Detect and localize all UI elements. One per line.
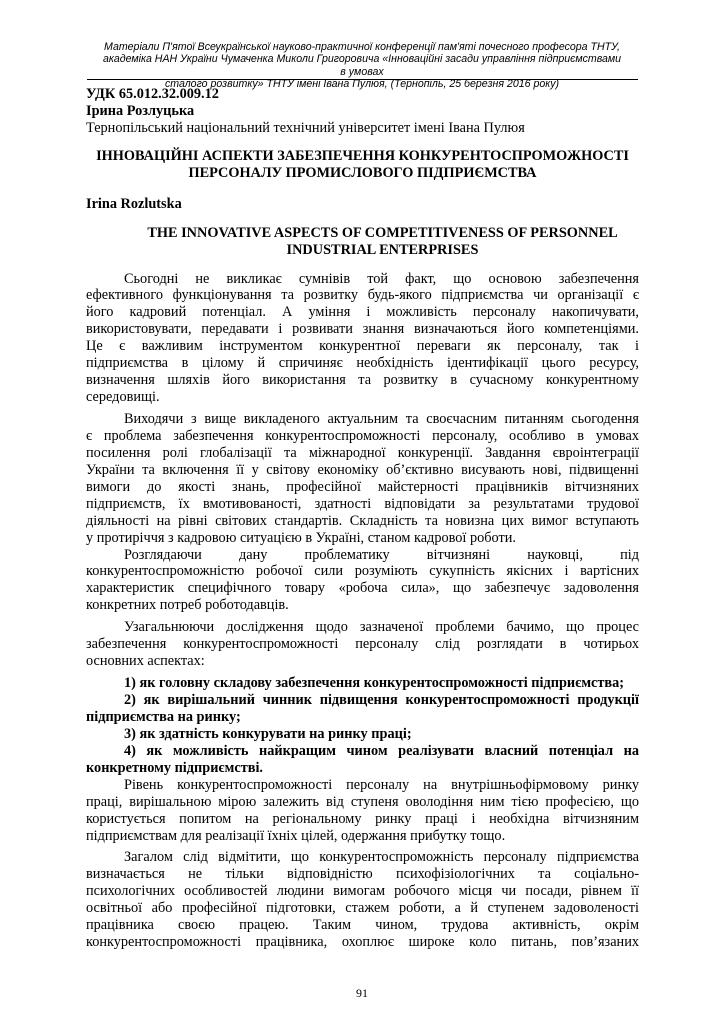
conference-header (100, 41, 624, 91)
paragraph-line: Загалом слід відмітити, що конкурентоспроможність персоналу підприємства (124, 849, 639, 866)
paragraph-line: підприємствам для реалізації їхніх цілей, одержання прибутку тощо. (86, 827, 506, 844)
paragraph-line: вимоги до якості знань, професійної майстерності працівників вітчизняних (86, 478, 639, 495)
header-divider (87, 79, 638, 80)
paragraph-line: підприємств, їх вмотивованості, здатності відповідати за результатами трудової (86, 495, 639, 512)
paragraph-line: є проблема забезпечення конкурентоспроможності персоналу, особливо в умовах (86, 427, 639, 444)
title-en-line: INDUSTRIAL ENTERPRISES (286, 241, 479, 258)
paragraph-line: Рівень конкурентоспроможності персоналу на внутрішньофірмовому ринку (124, 776, 639, 793)
paragraph-line: Узагальнюючи дослідження щодо зазначеної проблеми бачимо, що процес (124, 619, 639, 636)
list-item: 3) як здатність конкурувати на ринку праці; (124, 725, 412, 742)
paragraph-line: у протиріччя з кадровою ситуацією в Україні, станом кадрової роботи. (86, 529, 516, 546)
conference-header-line: Матеріали П'ятої Всеукраїнської науково-практичної конференції пам'яті почесного професора ТНТУ, (104, 41, 620, 53)
article-content (86, 86, 639, 951)
paragraph-line: середовищі. (86, 389, 160, 406)
title-ua-line: ІННОВАЦІЙНІ АСПЕКТИ ЗАБЕЗПЕЧЕННЯ КОНКУРЕНТОСПРОМОЖНОСТІ (96, 147, 629, 164)
paragraph-5 (86, 777, 639, 845)
paragraph-line: Сьогодні не викликає сумнівів той факт, що основою забезпечення (124, 270, 639, 287)
paragraph-line: характеристик специфічного товару «робоча сила», що забезпечує задоволення (86, 580, 639, 597)
paragraph-1 (86, 271, 639, 407)
paragraph-6 (86, 849, 639, 951)
page-number: 91 (356, 986, 368, 1000)
paragraph-line: підприємства в цілому й спричиняє необхідність ідентифікації цього ресурсу, (86, 355, 639, 372)
list-item-continuation: підприємства на ринку; (86, 708, 241, 725)
paragraph-line: забезпечення конкурентоспроможності персоналу слід розглядати в чотирьох (86, 636, 639, 653)
paragraph-line: освітньої або професійної підготовки, стажем роботи, а й ступенем задоволеності (86, 900, 639, 917)
paragraph-line: працівника своєю працею. Таким чином, трудова активність, окрім (86, 917, 639, 934)
udc-code: УДК 65.012.32.009.12 (86, 86, 219, 102)
title-en (86, 225, 639, 259)
paragraph-line: посилення ролі глобалізації та міжнародної конкуренції. Завдання євроінтеграції (86, 444, 639, 461)
conference-header-line: академіка НАН України Чумаченка Миколи Григоровича «Інноваційні засади управління підприємствами в умовах (102, 53, 622, 78)
list-item-continuation: конкретному підприємстві. (86, 759, 263, 776)
conference-header-line: сталого розвитку» ТНТУ імені Івана Пулюя, (Тернопіль, 25 березня 2016 року) (164, 78, 560, 91)
paragraph-line: діяльності на рівні світових стандартів. Складність та новизна цих вимог вступають (86, 512, 639, 529)
paragraph-line: України та включення її у світову економіку об’єктивно висувають нові, підвищенні (86, 461, 639, 478)
paragraph-line: Це є важливим інструментом конкурентної переваги як персоналу, так і (86, 338, 639, 355)
paragraph-line: психологічних особливостей людини вимогам робочого місця чи посади, рівнем її (86, 883, 639, 900)
author-en: Irina Rozlutska (86, 195, 182, 212)
paragraph-line: визначається не тільки відповідністю психофізіологічних та соціально- (86, 866, 639, 883)
paragraph-line: визначення шляхів його використання та розвитку в сучасному конкурентному (86, 372, 639, 389)
paragraph-line: Розглядаючи дану проблематику вітчизняні науковці, під (124, 546, 639, 563)
paragraph-4 (86, 619, 639, 670)
list-item: 2) як вирішальний чинник підвищення конкурентоспроможності продукції (124, 692, 639, 708)
title-ua (86, 148, 639, 182)
paragraph-2 (86, 411, 639, 547)
affiliation: Тернопільський національний технічний університет імені Івана Пулюя (86, 119, 525, 136)
paragraph-line: основних аспектах: (86, 653, 205, 670)
paragraph-line: праці, вирішальною мірою залежить від ступеня оволодіння ним тією професією, що (86, 793, 639, 810)
paragraph-line: ефективного функціонування та розвитку будь-якого підприємства чи організації є (86, 287, 639, 304)
paragraph-line: його кадровий потенціал. А уміння і можливість персоналу накопичувати, (86, 304, 639, 321)
paragraph-line: користується попитом на регіональному ринку праці і необхідна вітчизняним (86, 810, 639, 827)
aspects-list (86, 675, 639, 777)
paragraph-line: використовувати, передавати і розвивати знання визначаються його компетенціями. (86, 321, 639, 338)
paragraph-line: конкретних потреб роботодавців. (86, 597, 289, 614)
paragraph-line: конкурентоспроможністю робочої сили розуміють сукупність якісних і вартісних (86, 563, 639, 580)
title-en-line: THE INNOVATIVE ASPECTS OF COMPETITIVENESS OF PERSONNEL (147, 224, 618, 241)
paragraph-3 (86, 547, 639, 615)
paragraph-line: конкурентоспроможності працівника, охоплює широке коло питань, пов’язаних (86, 934, 639, 951)
list-item: 1) як головну складову забезпечення конкурентоспроможності підприємства; (124, 675, 625, 692)
author-ua: Ірина Розлуцька (86, 102, 195, 119)
list-item: 4) як можливість найкращим чином реалізувати власний потенціал на (124, 742, 639, 759)
title-ua-line: ПЕРСОНАЛУ ПРОМИСЛОВОГО ПІДПРИЄМСТВА (188, 164, 537, 181)
paragraph-line: Виходячи з вище викладеного актуальним та своєчасним питанням сьогодення (124, 411, 639, 427)
